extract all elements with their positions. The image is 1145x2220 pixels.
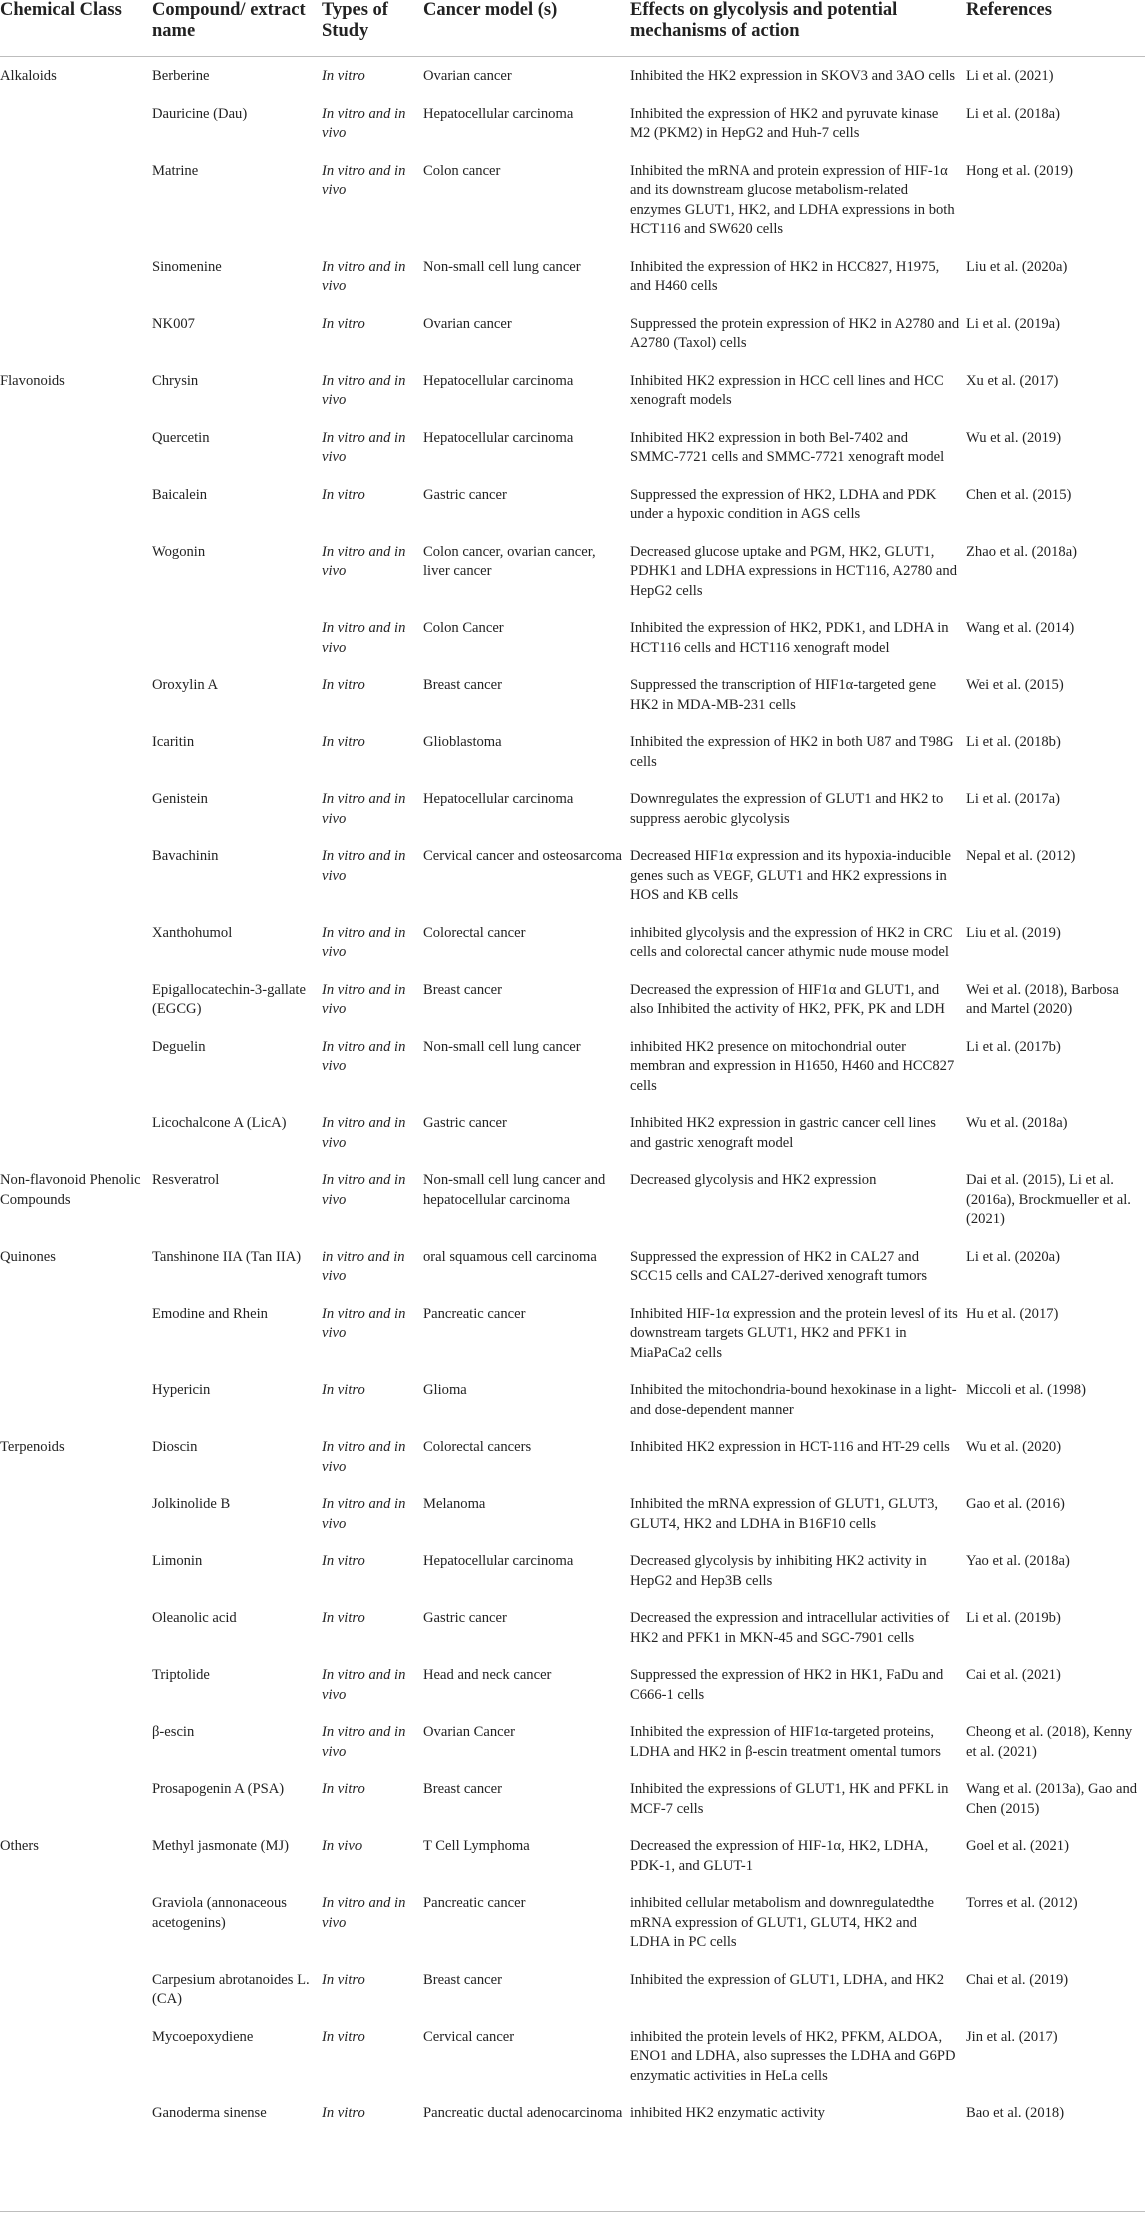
cell-types-of-study: In vitro and in vivo (322, 258, 406, 294)
table-row (0, 1104, 1145, 1161)
cell-compound-name: Mycoepoxydiene (152, 2028, 254, 2045)
cell-compound-name: Tanshinone IIA (Tan IIA) (152, 1248, 302, 1265)
header-chemical-class: Chemical Class (0, 0, 152, 57)
cell-chemical-class (0, 1028, 152, 1105)
cell-types-of-study: In vitro and in vivo (322, 1724, 406, 1760)
cell-compound-name: Dauricine (Dau) (152, 105, 248, 122)
cell-effects: Inhibited the expression of HIF1α-targeted proteins, LDHA and HK2 in β-escin treatment omental tumors (630, 1724, 941, 1760)
cell-references: Wang et al. (2014) (966, 620, 1075, 636)
cell-cancer-model: Gastric cancer (423, 486, 507, 503)
header-references: References (966, 0, 1145, 57)
cell-compound-name: Limonin (152, 1553, 203, 1569)
cell-effects: Inhibited the expression of HK2, PDK1, and LDHA in HCT116 cells and HCT116 xenograft model (630, 620, 949, 656)
cell-effects: Decreased glucose uptake and PGM, HK2, GLUT1, PDHK1 and LDHA expressions in HCT116, A2780 and HepG2 cells (630, 543, 957, 599)
cell-cancer-model: Ovarian cancer (423, 315, 512, 332)
table-row (0, 152, 1145, 248)
cell-cancer-model: Colon Cancer (423, 620, 504, 636)
cell-compound-name: Genistein (152, 791, 208, 807)
cell-compound-name: Carpesium abrotanoides L. (CA) (152, 1971, 310, 2007)
cell-effects: Inhibited the expressions of GLUT1, HK and PFKL in MCF-7 cells (630, 1781, 949, 1817)
cell-types-of-study: in vitro and in vivo (322, 1248, 405, 1284)
cell-chemical-class (0, 476, 152, 533)
cell-chemical-class (0, 1295, 152, 1372)
cell-cancer-model: Colon cancer, ovarian cancer, liver cancer (423, 543, 596, 579)
cell-references: Wang et al. (2013a), Gao and Chen (2015) (966, 1781, 1138, 1817)
table-row (0, 723, 1145, 780)
cell-compound-name: Xanthohumol (152, 924, 233, 941)
cell-compound-name: Chrysin (152, 372, 199, 389)
cell-cancer-model: Non-small cell lung cancer (423, 258, 581, 275)
cell-chemical-class (0, 1884, 152, 1961)
cell-types-of-study: In vitro and in vivo (322, 1038, 406, 1074)
cell-compound-name: Epigallocatechin-3-gallate (EGCG) (152, 981, 306, 1017)
cell-types-of-study: In vitro and in vivo (322, 1305, 406, 1341)
cell-types-of-study: In vitro and in vivo (322, 105, 406, 141)
table-row (0, 1295, 1145, 1372)
table-row (0, 1713, 1145, 1770)
cell-types-of-study: In vitro (322, 486, 365, 503)
cell-references: Zhao et al. (2018a) (966, 543, 1078, 560)
cell-references: Wei et al. (2015) (966, 677, 1064, 693)
cell-chemical-class (0, 1485, 152, 1542)
cell-compound-name: Sinomenine (152, 258, 222, 275)
cell-effects: Inhibited the expression of GLUT1, LDHA, and HK2 (630, 1971, 945, 1988)
table-row (0, 1884, 1145, 1961)
cell-effects: Suppressed the expression of HK2 in CAL27 and SCC15 cells and CAL27-derived xenograft tumors (630, 1248, 928, 1284)
table-body (0, 57, 1145, 2132)
cell-chemical-class (0, 419, 152, 476)
table-row (0, 533, 1145, 610)
cell-types-of-study: In vitro and in vivo (322, 791, 406, 827)
cell-effects: Suppressed the expression of HK2, LDHA and PDK under a hypoxic condition in AGS cells (630, 486, 937, 522)
cell-references: Wu et al. (2020) (966, 1439, 1062, 1455)
cell-types-of-study: In vitro and in vivo (322, 1115, 406, 1151)
cell-cancer-model: Cervical cancer (423, 2028, 515, 2045)
table-row (0, 248, 1145, 305)
cell-chemical-class (0, 305, 152, 362)
table-row (0, 1827, 1145, 1884)
cell-types-of-study: In vitro and in vivo (322, 1496, 406, 1532)
cell-compound-name: Dioscin (152, 1439, 198, 1455)
cell-cancer-model: Hepatocellular carcinoma (423, 429, 574, 446)
cell-chemical-class (0, 2018, 152, 2095)
cell-references: Li et al. (2019a) (966, 315, 1061, 332)
table-row (0, 1542, 1145, 1599)
cell-references: Chai et al. (2019) (966, 1971, 1069, 1988)
cell-chemical-class (0, 723, 152, 780)
table-row (0, 780, 1145, 837)
cell-references: Chen et al. (2015) (966, 486, 1072, 503)
cell-effects: Decreased the expression of HIF-1α, HK2, LDHA, PDK-1, and GLUT-1 (630, 1838, 929, 1874)
cell-cancer-model: Pancreatic cancer (423, 1305, 526, 1322)
header-compound-name: Compound/ extract name (152, 0, 322, 57)
cell-effects: Inhibited the mitochondria-bound hexokinase in a light- and dose-dependent manner (630, 1382, 957, 1418)
cell-chemical-class (0, 2094, 152, 2132)
cell-references: Cai et al. (2021) (966, 1667, 1061, 1683)
cell-effects: Suppressed the expression of HK2 in HK1, FaDu and C666-1 cells (630, 1667, 944, 1703)
cell-effects: Inhibited the expression of HK2 in HCC827, H1975, and H460 cells (630, 258, 940, 294)
cell-effects: Inhibited HK2 expression in HCT-116 and HT-29 cells (630, 1439, 950, 1455)
cell-chemical-class (0, 971, 152, 1028)
cell-references: Jin et al. (2017) (966, 2028, 1058, 2045)
table-row (0, 1961, 1145, 2018)
cell-cancer-model: Breast cancer (423, 1971, 502, 1988)
table-row (0, 1371, 1145, 1428)
cell-effects: Suppressed the transcription of HIF1α-targeted gene HK2 in MDA-MB-231 cells (630, 677, 937, 713)
cell-cancer-model: Hepatocellular carcinoma (423, 1553, 574, 1569)
table-row (0, 1770, 1145, 1827)
cell-types-of-study: In vitro (322, 2028, 365, 2045)
cell-effects: Decreased glycolysis and HK2 expression (630, 1172, 877, 1188)
cell-effects: Inhibited the expression of HK2 in both U87 and T98G cells (630, 734, 954, 770)
cell-compound-name: Graviola (annonaceous acetogenins) (152, 1895, 287, 1931)
cell-chemical-class: Flavonoids (0, 372, 65, 389)
cell-types-of-study: In vitro and in vivo (322, 543, 406, 579)
cell-compound-name: Ganoderma sinense (152, 2105, 267, 2121)
cell-compound-name: Bavachinin (152, 848, 219, 864)
cell-cancer-model: Ovarian cancer (423, 68, 512, 84)
cell-types-of-study: In vivo (322, 1838, 363, 1854)
cell-effects: Decreased the expression and intracellular activities of HK2 and PFK1 in MKN-45 and SGC-7901 cells (630, 1610, 950, 1646)
cell-cancer-model: Colorectal cancers (423, 1439, 532, 1455)
cell-references: Li et al. (2020a) (966, 1248, 1061, 1265)
cell-cancer-model: Non-small cell lung cancer and hepatocellular carcinoma (423, 1172, 606, 1208)
cell-chemical-class: Terpenoids (0, 1439, 65, 1455)
table-row (0, 476, 1145, 533)
cell-references: Li et al. (2021) (966, 68, 1054, 84)
cell-effects: inhibited HK2 enzymatic activity (630, 2105, 825, 2121)
cell-chemical-class (0, 95, 152, 152)
cell-types-of-study: In vitro and in vivo (322, 981, 406, 1017)
cell-cancer-model: Gastric cancer (423, 1115, 507, 1131)
cell-cancer-model: Ovarian Cancer (423, 1724, 515, 1740)
cell-chemical-class (0, 666, 152, 723)
cell-compound-name: Prosapogenin A (PSA) (152, 1781, 285, 1797)
cell-cancer-model: Hepatocellular carcinoma (423, 372, 574, 389)
table-bottom-rule (0, 2211, 1145, 2212)
table-row (0, 837, 1145, 914)
cell-cancer-model: Non-small cell lung cancer (423, 1038, 581, 1055)
cell-compound-name: Emodine and Rhein (152, 1305, 268, 1322)
cell-types-of-study: In vitro and in vivo (322, 1439, 406, 1475)
cell-cancer-model: Breast cancer (423, 981, 502, 998)
cell-references: Liu et al. (2019) (966, 924, 1061, 941)
cell-chemical-class (0, 533, 152, 610)
cell-chemical-class (0, 1371, 152, 1428)
cell-effects: inhibited HK2 presence on mitochondrial outer membran and expression in H1650, H460 and HCC827 cells (630, 1038, 955, 1094)
cell-chemical-class: Non-flavonoid Phenolic Compounds (0, 1172, 141, 1208)
cell-cancer-model: Cervical cancer and osteosarcoma (423, 848, 622, 864)
cell-chemical-class (0, 1542, 152, 1599)
cell-references: Li et al. (2017b) (966, 1038, 1061, 1055)
cell-references: Yao et al. (2018a) (966, 1553, 1070, 1569)
cell-cancer-model: T Cell Lymphoma (423, 1838, 530, 1854)
table-row (0, 1656, 1145, 1713)
cell-cancer-model: Pancreatic cancer (423, 1895, 526, 1911)
cell-chemical-class (0, 1599, 152, 1656)
cell-types-of-study: In vitro and in vivo (322, 429, 406, 465)
cell-types-of-study: In vitro (322, 1553, 365, 1569)
table-row (0, 1428, 1145, 1485)
cell-chemical-class: Quinones (0, 1248, 56, 1265)
cell-cancer-model: Pancreatic ductal adenocarcinoma (423, 2105, 623, 2121)
cell-references: Dai et al. (2015), Li et al. (2016a), Brockmueller et al. (2021) (966, 1172, 1131, 1227)
table-row (0, 609, 1145, 666)
cell-compound-name: Licochalcone A (LicA) (152, 1115, 287, 1131)
cell-references: Bao et al. (2018) (966, 2105, 1065, 2121)
cell-compound-name: Baicalein (152, 486, 208, 503)
cell-references: Wei et al. (2018), Barbosa and Martel (2020) (966, 981, 1119, 1017)
cell-chemical-class (0, 1713, 152, 1770)
cell-chemical-class (0, 609, 152, 666)
cell-cancer-model: Hepatocellular carcinoma (423, 105, 574, 122)
cell-effects: Downregulates the expression of GLUT1 and HK2 to suppress aerobic glycolysis (630, 791, 944, 827)
cell-cancer-model: Colorectal cancer (423, 924, 526, 941)
header-cancer-model: Cancer model (s) (423, 0, 630, 57)
cell-compound-name: Berberine (152, 68, 210, 84)
cell-types-of-study: In vitro (322, 2105, 365, 2121)
cell-chemical-class (0, 152, 152, 248)
cell-cancer-model: Head and neck cancer (423, 1667, 552, 1683)
table-row (0, 2094, 1145, 2132)
table-row (0, 1028, 1145, 1105)
cell-effects: Decreased glycolysis by inhibiting HK2 activity in HepG2 and Hep3B cells (630, 1553, 927, 1589)
cell-cancer-model: Breast cancer (423, 1781, 502, 1797)
cell-cancer-model: Melanoma (423, 1496, 486, 1512)
cell-types-of-study: In vitro (322, 1781, 365, 1797)
cell-effects: Inhibited HK2 expression in gastric cancer cell lines and gastric xenograft model (630, 1115, 936, 1151)
cell-references: Wu et al. (2018a) (966, 1115, 1068, 1131)
cell-cancer-model: Glioblastoma (423, 734, 502, 750)
cell-types-of-study: In vitro and in vivo (322, 372, 406, 408)
cell-chemical-class: Others (0, 1838, 39, 1854)
cell-types-of-study: In vitro (322, 1610, 365, 1626)
cell-types-of-study: In vitro and in vivo (322, 924, 406, 960)
cell-effects: Inhibited HK2 expression in both Bel-7402 and SMMC-7721 cells and SMMC-7721 xenograft model (630, 429, 945, 465)
cell-types-of-study: In vitro and in vivo (322, 1172, 406, 1208)
cell-references: Gao et al. (2016) (966, 1496, 1065, 1512)
cell-effects: Inhibited HIF-1α expression and the protein levesl of its downstream targets GLUT1, HK2 and PFK1 in MiaPaCa2 cells (630, 1305, 958, 1361)
cell-references: Li et al. (2017a) (966, 791, 1061, 807)
table-row (0, 1238, 1145, 1295)
cell-compound-name: Triptolide (152, 1667, 210, 1683)
cell-types-of-study: In vitro and in vivo (322, 620, 406, 656)
cell-compound-name: Icaritin (152, 734, 195, 750)
cell-types-of-study: In vitro and in vivo (322, 162, 406, 198)
cell-references: Hu et al. (2017) (966, 1305, 1059, 1322)
cell-cancer-model: Glioma (423, 1382, 467, 1398)
cell-chemical-class (0, 1104, 152, 1161)
cell-references: Cheong et al. (2018), Kenny et al. (2021) (966, 1724, 1133, 1760)
cell-types-of-study: In vitro and in vivo (322, 1667, 406, 1703)
cell-effects: inhibited the protein levels of HK2, PFKM, ALDOA, ENO1 and LDHA, also supresses the LDHA and G6PD enzymatic activities in HeLa cells (630, 2028, 956, 2084)
cell-compound-name: Methyl jasmonate (MJ) (152, 1838, 289, 1854)
table-row (0, 305, 1145, 362)
cell-cancer-model: oral squamous cell carcinoma (423, 1248, 597, 1265)
cell-references: Nepal et al. (2012) (966, 848, 1076, 864)
cell-references: Hong et al. (2019) (966, 162, 1073, 179)
cell-effects: Inhibited HK2 expression in HCC cell lines and HCC xenograft models (630, 372, 944, 408)
table-row (0, 1599, 1145, 1656)
cell-cancer-model: Colon cancer (423, 162, 501, 179)
cell-types-of-study: In vitro (322, 1382, 365, 1398)
table-row (0, 1161, 1145, 1238)
cell-references: Torres et al. (2012) (966, 1895, 1078, 1911)
cell-references: Li et al. (2018a) (966, 105, 1061, 122)
cell-chemical-class (0, 837, 152, 914)
cell-effects: Inhibited the expression of HK2 and pyruvate kinase M2 (PKM2) in HepG2 and Huh-7 cells (630, 105, 939, 141)
cell-chemical-class (0, 248, 152, 305)
cell-references: Xu et al. (2017) (966, 372, 1059, 389)
cell-compound-name: Jolkinolide B (152, 1496, 231, 1512)
cell-chemical-class (0, 1656, 152, 1713)
cell-effects: Decreased the expression of HIF1α and GLUT1, and also Inhibited the activity of HK2, PFK, PK and LDH (630, 981, 945, 1017)
table-row (0, 57, 1145, 95)
header-effects: Effects on glycolysis and potential mechanisms of action (630, 0, 966, 57)
table-row (0, 2018, 1145, 2095)
table-row (0, 914, 1145, 971)
cell-compound-name: Oleanolic acid (152, 1610, 237, 1626)
cell-effects: inhibited glycolysis and the expression of HK2 in CRC cells and colorectal cancer athymic nude mouse model (630, 924, 953, 960)
cell-compound-name: Oroxylin A (152, 677, 219, 693)
cell-compound-name: Resveratrol (152, 1172, 220, 1188)
cell-types-of-study: In vitro (322, 677, 365, 693)
cell-cancer-model: Breast cancer (423, 677, 502, 693)
cell-compound-name: Quercetin (152, 429, 210, 446)
cell-chemical-class (0, 1770, 152, 1827)
cell-references: Goel et al. (2021) (966, 1838, 1069, 1854)
cell-references: Miccoli et al. (1998) (966, 1382, 1086, 1398)
cell-chemical-class (0, 914, 152, 971)
cell-types-of-study: In vitro (322, 1971, 365, 1988)
table-row (0, 666, 1145, 723)
header-types-of-study: Types of Study (322, 0, 423, 57)
cell-chemical-class (0, 1961, 152, 2018)
cell-effects: Inhibited the mRNA and protein expression of HIF-1α and its downstream glucose metabolism-related enzymes GLUT1, HK2, and LDHA expressions in both HCT116 and SW620 cells (630, 162, 955, 237)
cell-compound-name: Hypericin (152, 1382, 211, 1398)
table-row (0, 971, 1145, 1028)
cell-references: Li et al. (2018b) (966, 734, 1061, 750)
cell-effects: Suppressed the protein expression of HK2 in A2780 and A2780 (Taxol) cells (630, 315, 960, 351)
table-row (0, 362, 1145, 419)
cell-effects: Decreased HIF1α expression and its hypoxia-inducible genes such as VEGF, GLUT1 and HK2 expressions in HOS and KB cells (630, 848, 951, 903)
table-row (0, 1485, 1145, 1542)
cell-cancer-model: Hepatocellular carcinoma (423, 791, 574, 807)
cell-effects: Inhibited the mRNA expression of GLUT1, GLUT3, GLUT4, HK2 and LDHA in B16F10 cells (630, 1496, 939, 1532)
table-header-row (0, 0, 1145, 57)
cell-compound-name: NK007 (152, 315, 195, 332)
cell-types-of-study: In vitro and in vivo (322, 848, 406, 884)
cell-types-of-study: In vitro and in vivo (322, 1895, 406, 1931)
cell-compound-name: Wogonin (152, 543, 206, 560)
cell-compound-name: β-escin (152, 1724, 195, 1740)
cell-compound-name: Matrine (152, 162, 199, 179)
cell-references: Wu et al. (2019) (966, 429, 1062, 446)
cell-types-of-study: In vitro (322, 315, 365, 332)
cell-compound-name (152, 609, 322, 666)
cell-effects: inhibited cellular metabolism and downregulatedthe mRNA expression of GLUT1, GLUT4, HK2 and LDHA in PC cells (630, 1895, 934, 1950)
cell-compound-name: Deguelin (152, 1038, 206, 1055)
table-row (0, 95, 1145, 152)
cell-effects: Inhibited the HK2 expression in SKOV3 and 3AO cells (630, 68, 956, 84)
cell-chemical-class: Alkaloids (0, 68, 57, 84)
cell-types-of-study: In vitro (322, 734, 365, 750)
cell-chemical-class (0, 780, 152, 837)
cell-cancer-model: Gastric cancer (423, 1610, 507, 1626)
cell-references: Li et al. (2019b) (966, 1610, 1061, 1626)
cell-references: Liu et al. (2020a) (966, 258, 1068, 275)
cell-types-of-study: In vitro (322, 68, 365, 84)
table-row (0, 419, 1145, 476)
